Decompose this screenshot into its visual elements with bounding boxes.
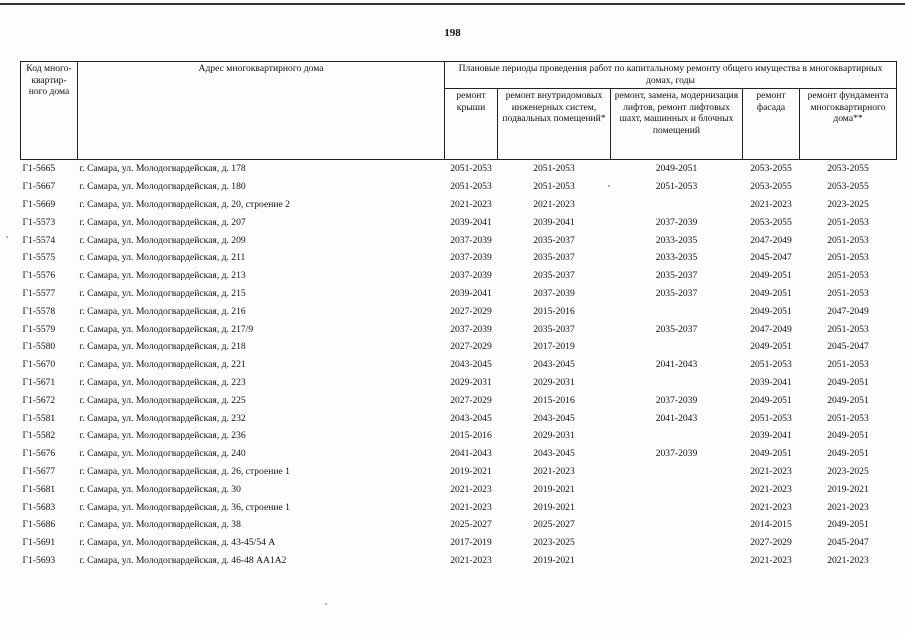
table-row (21, 427, 897, 445)
cell-code: Г1-5676 (22, 448, 56, 460)
cell-foundation: 2053-2055 (827, 163, 869, 175)
cell-foundation: 2051-2053 (827, 252, 869, 264)
cell-facade: 2049-2051 (750, 394, 792, 406)
cell-roof: 2021-2023 (450, 554, 492, 566)
cell-elevators: 2041-2043 (655, 359, 698, 371)
cell-foundation: 2049-2051 (827, 448, 869, 460)
table-row (21, 267, 897, 285)
cell-roof: 2037-2039 (450, 252, 492, 264)
cell-foundation: 2051-2053 (827, 412, 869, 424)
cell-code: Г1-5672 (22, 394, 56, 406)
cell-engineering: 2019-2021 (533, 554, 575, 566)
scan-speck (6, 236, 8, 238)
cell-facade: 2051-2053 (750, 412, 792, 424)
cell-elevators (611, 302, 743, 320)
cell-roof: 2051-2053 (450, 181, 492, 193)
cell-elevators (611, 338, 743, 356)
cell-address: г. Самара, ул. Молодогвардейская, д. 211 (79, 252, 246, 264)
cell-address: г. Самара, ул. Молодогвардейская, д. 236 (79, 430, 246, 442)
cell-address: г. Самара, ул. Молодогвардейская, д. 221 (79, 359, 246, 371)
cell-elevators (611, 516, 743, 534)
cell-engineering: 2015-2016 (533, 305, 575, 317)
column-header-address: Адрес многоквартирного дома (78, 62, 445, 160)
cell-elevators: 2051-2053 (655, 181, 698, 193)
cell-address: г. Самара, ул. Молодогвардейская, д. 215 (79, 287, 246, 299)
cell-foundation: 2047-2049 (827, 305, 869, 317)
cell-facade: 2049-2051 (750, 305, 792, 317)
table-row (21, 231, 897, 249)
cell-elevators (611, 196, 743, 214)
cell-foundation: 2045-2047 (827, 537, 869, 549)
cell-address: г. Самара, ул. Молодогвардейская, д. 180 (79, 181, 246, 193)
cell-address: г. Самара, ул. Молодогвардейская, д. 217/9 (79, 323, 254, 335)
cell-engineering: 2051-2053 (533, 181, 575, 193)
cell-engineering: 2043-2045 (533, 448, 575, 460)
table-row (21, 480, 897, 498)
cell-foundation: 2049-2051 (827, 376, 869, 388)
cell-code: Г1-5579 (22, 323, 56, 335)
cell-address: г. Самара, ул. Молодогвардейская, д. 207 (79, 216, 246, 228)
cell-elevators: 2037-2039 (655, 448, 698, 460)
cell-engineering: 2035-2037 (533, 252, 575, 264)
cell-facade: 2047-2049 (750, 323, 792, 335)
cell-elevators: 2033-2035 (655, 234, 698, 246)
table-row (21, 374, 897, 392)
cell-address: г. Самара, ул. Молодогвардейская, д. 20, строение 2 (79, 198, 290, 210)
table-row (21, 160, 897, 178)
cell-address: г. Самара, ул. Молодогвардейская, д. 240 (79, 448, 246, 460)
cell-foundation: 2051-2053 (827, 287, 869, 299)
cell-elevators: 2037-2039 (655, 394, 698, 406)
table-body (21, 160, 897, 570)
column-header-elevators: ремонт, замена, модернизация лифтов, ремонт лифтовых шахт, машинных и блочных помещений (611, 89, 743, 160)
table-row (21, 516, 897, 534)
cell-roof: 2043-2045 (450, 412, 492, 424)
scan-speck (325, 603, 327, 605)
cell-foundation: 2019-2021 (827, 483, 869, 495)
cell-engineering: 2035-2037 (533, 234, 575, 246)
cell-facade: 2021-2023 (750, 483, 792, 495)
table-row (21, 249, 897, 267)
cell-elevators: 2035-2037 (655, 323, 698, 335)
column-header-facade: ремонт фасада (743, 89, 800, 160)
cell-code: Г1-5580 (22, 341, 56, 353)
cell-elevators (611, 427, 743, 445)
cell-code: Г1-5677 (22, 465, 56, 477)
cell-foundation: 2051-2053 (827, 359, 869, 371)
cell-code: Г1-5670 (22, 359, 56, 371)
cell-engineering: 2021-2023 (533, 198, 575, 210)
cell-foundation: 2049-2051 (827, 430, 869, 442)
cell-facade: 2049-2051 (750, 287, 792, 299)
cell-address: г. Самара, ул. Молодогвардейская, д. 213 (79, 270, 246, 282)
capital-repair-schedule-table (20, 61, 897, 569)
cell-address: г. Самара, ул. Молодогвардейская, д. 43-45/54 А (79, 537, 276, 549)
cell-code: Г1-5665 (22, 163, 56, 175)
cell-roof: 2037-2039 (450, 234, 492, 246)
cell-engineering: 2029-2031 (533, 430, 575, 442)
cell-elevators (611, 480, 743, 498)
cell-foundation: 2051-2053 (827, 270, 869, 282)
cell-foundation: 2023-2025 (827, 198, 869, 210)
top-rule (0, 3, 905, 5)
cell-code: Г1-5582 (22, 430, 56, 442)
cell-roof: 2039-2041 (450, 287, 492, 299)
cell-elevators: 2041-2043 (655, 412, 698, 424)
cell-engineering: 2019-2021 (533, 483, 575, 495)
cell-engineering: 2023-2025 (533, 537, 575, 549)
cell-elevators: 2035-2037 (655, 270, 698, 282)
cell-facade: 2039-2041 (750, 430, 792, 442)
cell-address: г. Самара, ул. Молодогвардейская, д. 26, строение 1 (79, 465, 290, 477)
table-row (21, 445, 897, 463)
table-row (21, 196, 897, 214)
cell-roof: 2043-2045 (450, 359, 492, 371)
cell-code: Г1-5575 (22, 252, 56, 264)
cell-code: Г1-5681 (22, 483, 56, 495)
cell-foundation: 2051-2053 (827, 323, 869, 335)
cell-code: Г1-5581 (22, 412, 56, 424)
table-row (21, 552, 897, 570)
cell-roof: 2037-2039 (450, 270, 492, 282)
cell-engineering: 2017-2019 (533, 341, 575, 353)
cell-address: г. Самара, ул. Молодогвардейская, д. 218 (79, 341, 246, 353)
column-header-foundation: ремонт фундамента многоквартирного дома** (800, 89, 897, 160)
cell-roof: 2021-2023 (450, 483, 492, 495)
scan-speck (608, 185, 610, 187)
cell-elevators (611, 552, 743, 570)
cell-engineering: 2051-2053 (533, 163, 575, 175)
cell-engineering: 2025-2027 (533, 519, 575, 531)
cell-address: г. Самара, ул. Молодогвардейская, д. 30 (79, 483, 241, 495)
cell-elevators: 2037-2039 (655, 216, 698, 228)
cell-roof: 2021-2023 (450, 501, 492, 513)
table-row (21, 463, 897, 481)
cell-elevators (611, 463, 743, 481)
cell-facade: 2053-2055 (750, 181, 792, 193)
cell-foundation: 2051-2053 (827, 234, 869, 246)
cell-roof: 2037-2039 (450, 323, 492, 335)
cell-code: Г1-5667 (22, 181, 56, 193)
table-row (21, 302, 897, 320)
cell-facade: 2051-2053 (750, 359, 792, 371)
cell-facade: 2045-2047 (750, 252, 792, 264)
cell-code: Г1-5576 (22, 270, 56, 282)
cell-code: Г1-5574 (22, 234, 56, 246)
cell-elevators: 2033-2035 (655, 252, 698, 264)
cell-foundation: 2021-2023 (827, 501, 869, 513)
column-header-engineering: ремонт внутридомовых инженерных систем, подвальных помещений* (498, 89, 611, 160)
table-row (21, 356, 897, 374)
cell-roof: 2025-2027 (450, 519, 492, 531)
cell-engineering: 2043-2045 (533, 412, 575, 424)
cell-roof: 2021-2023 (450, 198, 492, 210)
cell-code: Г1-5686 (22, 519, 56, 531)
cell-foundation: 2051-2053 (827, 216, 869, 228)
cell-address: г. Самара, ул. Молодогвардейская, д. 38 (79, 519, 241, 531)
cell-foundation: 2023-2025 (827, 465, 869, 477)
cell-roof: 2017-2019 (450, 537, 492, 549)
column-header-roof: ремонт крыши (445, 89, 498, 160)
cell-code: Г1-5573 (22, 216, 56, 228)
cell-foundation: 2053-2055 (827, 181, 869, 193)
cell-elevators (611, 374, 743, 392)
cell-foundation: 2049-2051 (827, 394, 869, 406)
cell-facade: 2021-2023 (750, 198, 792, 210)
table-row (21, 338, 897, 356)
table-row (21, 213, 897, 231)
cell-facade: 2053-2055 (750, 163, 792, 175)
cell-engineering: 2035-2037 (533, 270, 575, 282)
cell-address: г. Самара, ул. Молодогвардейская, д. 232 (79, 412, 246, 424)
cell-roof: 2015-2016 (450, 430, 492, 442)
cell-code: Г1-5669 (22, 198, 56, 210)
cell-facade: 2027-2029 (750, 537, 792, 549)
cell-roof: 2041-2043 (450, 448, 492, 460)
cell-address: г. Самара, ул. Молодогвардейская, д. 178 (79, 163, 246, 175)
cell-code: Г1-5693 (22, 554, 56, 566)
cell-engineering: 2015-2016 (533, 394, 575, 406)
cell-address: г. Самара, ул. Молодогвардейская, д. 225 (79, 394, 246, 406)
cell-code: Г1-5577 (22, 287, 56, 299)
cell-facade: 2021-2023 (750, 554, 792, 566)
cell-address: г. Самара, ул. Молодогвардейская, д. 209 (79, 234, 246, 246)
column-header-periods-group: Плановые периоды проведения работ по капитальному ремонту общего имущества в многоквартирных домах, годы (445, 62, 897, 89)
cell-address: г. Самара, ул. Молодогвардейская, д. 36, строение 1 (79, 501, 290, 513)
page-number: 198 (444, 27, 461, 39)
cell-foundation: 2021-2023 (827, 554, 869, 566)
cell-engineering: 2043-2045 (533, 359, 575, 371)
cell-facade: 2053-2055 (750, 216, 792, 228)
table-row (21, 391, 897, 409)
cell-roof: 2051-2053 (450, 163, 492, 175)
cell-foundation: 2045-2047 (827, 341, 869, 353)
table-row (21, 498, 897, 516)
cell-roof: 2027-2029 (450, 394, 492, 406)
table-row (21, 285, 897, 303)
cell-engineering: 2029-2031 (533, 376, 575, 388)
cell-code: Г1-5691 (22, 537, 56, 549)
cell-roof: 2027-2029 (450, 305, 492, 317)
column-header-code: Код много-квартир-ного дома (21, 62, 78, 160)
cell-elevators: 2049-2051 (655, 163, 698, 175)
table-row (21, 178, 897, 196)
cell-facade: 2049-2051 (750, 341, 792, 353)
table-row (21, 534, 897, 552)
cell-code: Г1-5671 (22, 376, 56, 388)
cell-roof: 2027-2029 (450, 341, 492, 353)
cell-facade: 2014-2015 (750, 519, 792, 531)
table-row (21, 409, 897, 427)
cell-elevators: 2035-2037 (655, 287, 698, 299)
cell-facade: 2049-2051 (750, 270, 792, 282)
cell-code: Г1-5578 (22, 305, 56, 317)
cell-code: Г1-5683 (22, 501, 56, 513)
table-row (21, 320, 897, 338)
cell-facade: 2021-2023 (750, 465, 792, 477)
cell-elevators (611, 498, 743, 516)
cell-engineering: 2039-2041 (533, 216, 575, 228)
cell-address: г. Самара, ул. Молодогвардейская, д. 46-48 АА1А2 (79, 554, 287, 566)
cell-facade: 2049-2051 (750, 448, 792, 460)
cell-address: г. Самара, ул. Молодогвардейская, д. 223 (79, 376, 246, 388)
cell-roof: 2039-2041 (450, 216, 492, 228)
cell-foundation: 2049-2051 (827, 519, 869, 531)
cell-engineering: 2037-2039 (533, 287, 575, 299)
cell-address: г. Самара, ул. Молодогвардейская, д. 216 (79, 305, 246, 317)
cell-facade: 2021-2023 (750, 501, 792, 513)
cell-engineering: 2021-2023 (533, 465, 575, 477)
cell-engineering: 2019-2021 (533, 501, 575, 513)
cell-elevators (611, 534, 743, 552)
cell-roof: 2029-2031 (450, 376, 492, 388)
cell-engineering: 2035-2037 (533, 323, 575, 335)
cell-roof: 2019-2021 (450, 465, 492, 477)
cell-facade: 2039-2041 (750, 376, 792, 388)
cell-facade: 2047-2049 (750, 234, 792, 246)
